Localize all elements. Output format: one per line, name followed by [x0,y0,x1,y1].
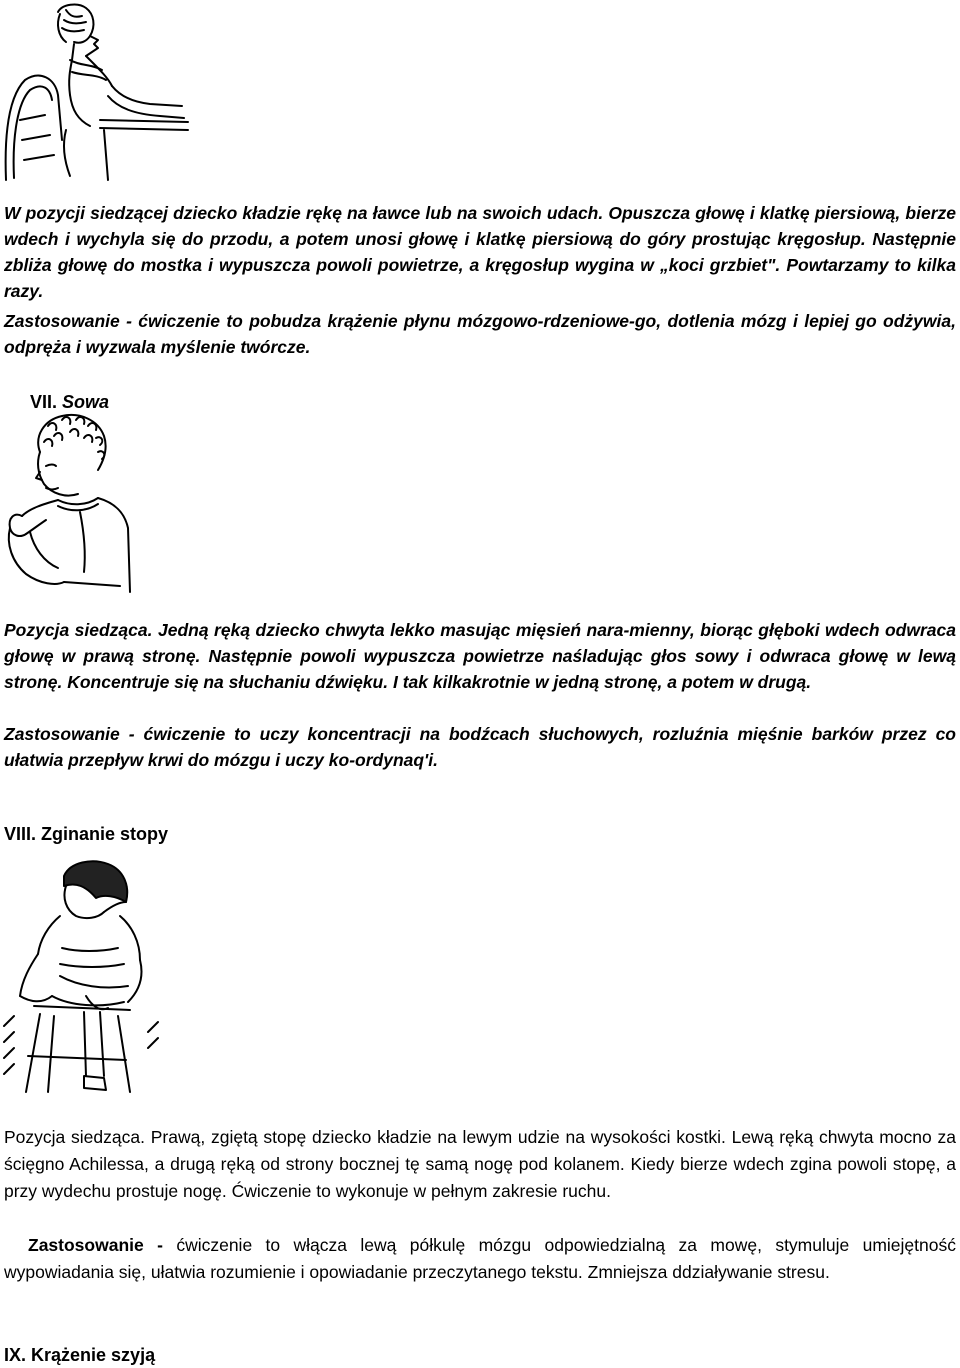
exercise-7-number: VII. [30,392,58,412]
exercise-9-heading: IX. Krążenie szyją [4,1345,156,1365]
exercise-8-usage [4,1232,956,1286]
owl-exercise-illustration-icon [0,412,140,600]
exercise-6-usage: Zastosowanie - ćwiczenie to pobudza krążenie płynu mózgowo-rdzeniowe-go, dotlenia mózg i lepiej go odżywia, odpręża i wyzwala myślenie twórcze. [4,311,956,357]
child-stretching-illustration-icon [0,0,190,185]
foot-bending-illustration-icon [0,856,170,1098]
exercise-8-heading: VIII. Zginanie stopy [4,824,169,844]
exercise-7-description: Pozycja siedząca. Jedną ręką dziecko chwyta lekko masując mięsień nara-mienny, biorąc głęboki wdech odwraca głowę w prawą stronę. Następnie powoli wypuszcza powietrze naśladując głos sowy i odwraca głowę w lewą stronę. Koncentruje się na słuchaniu dźwięku. I tak kilkakrotnie w jedną stronę, a potem w drugą. [4,620,956,692]
exercise-7-title: Sowa [62,392,110,412]
exercise-6-description: W pozycji siedzącej dziecko kładzie rękę na ławce lub na swoich udach. Opuszcza głowę i klatkę piersiową, bierze wdech i wychyla się do przodu, a potem unosi głowę i klatkę piersiową do góry prostując kręgosłup. Następnie zbliża głowę do mostka i wypuszcza powoli powietrze, a kręgosłup wygina w „koci grzbiet". Powtarzamy to kilka razy. [4,203,956,301]
exercise-8-usage-label: Zastosowanie - [28,1235,163,1255]
exercise-8-description: Pozycja siedząca. Prawą, zgiętą stopę dziecko kładzie na lewym udzie na wysokości kostki. Lewą ręką chwyta mocno za ścięgno Achilessa, a drugą ręką od strony bocznej tę samą nogę pod kolanem. Kiedy bierze wdech zgina powoli stopę, a przy wydechu prostuje nogę. Ćwiczenie to wykonuje w pełnym zakresie ruchu. [4,1127,956,1201]
exercise-7-usage: Zastosowanie - ćwiczenie to uczy koncentracji na bodźcach słuchowych, rozluźnia mięśnie barków przez co ułatwia przepływ krwi do mózgu i uczy ko-ordynaq'i. [4,724,956,770]
exercise-8-usage-text: ćwiczenie to włącza lewą półkulę mózgu odpowiedzialną za mowę, stymuluje umiejętność wypowiadania się, ułatwia rozumienie i opowiadanie przeczytanego tekstu. Zmniejsza ddziaływanie stresu. [4,1235,956,1282]
